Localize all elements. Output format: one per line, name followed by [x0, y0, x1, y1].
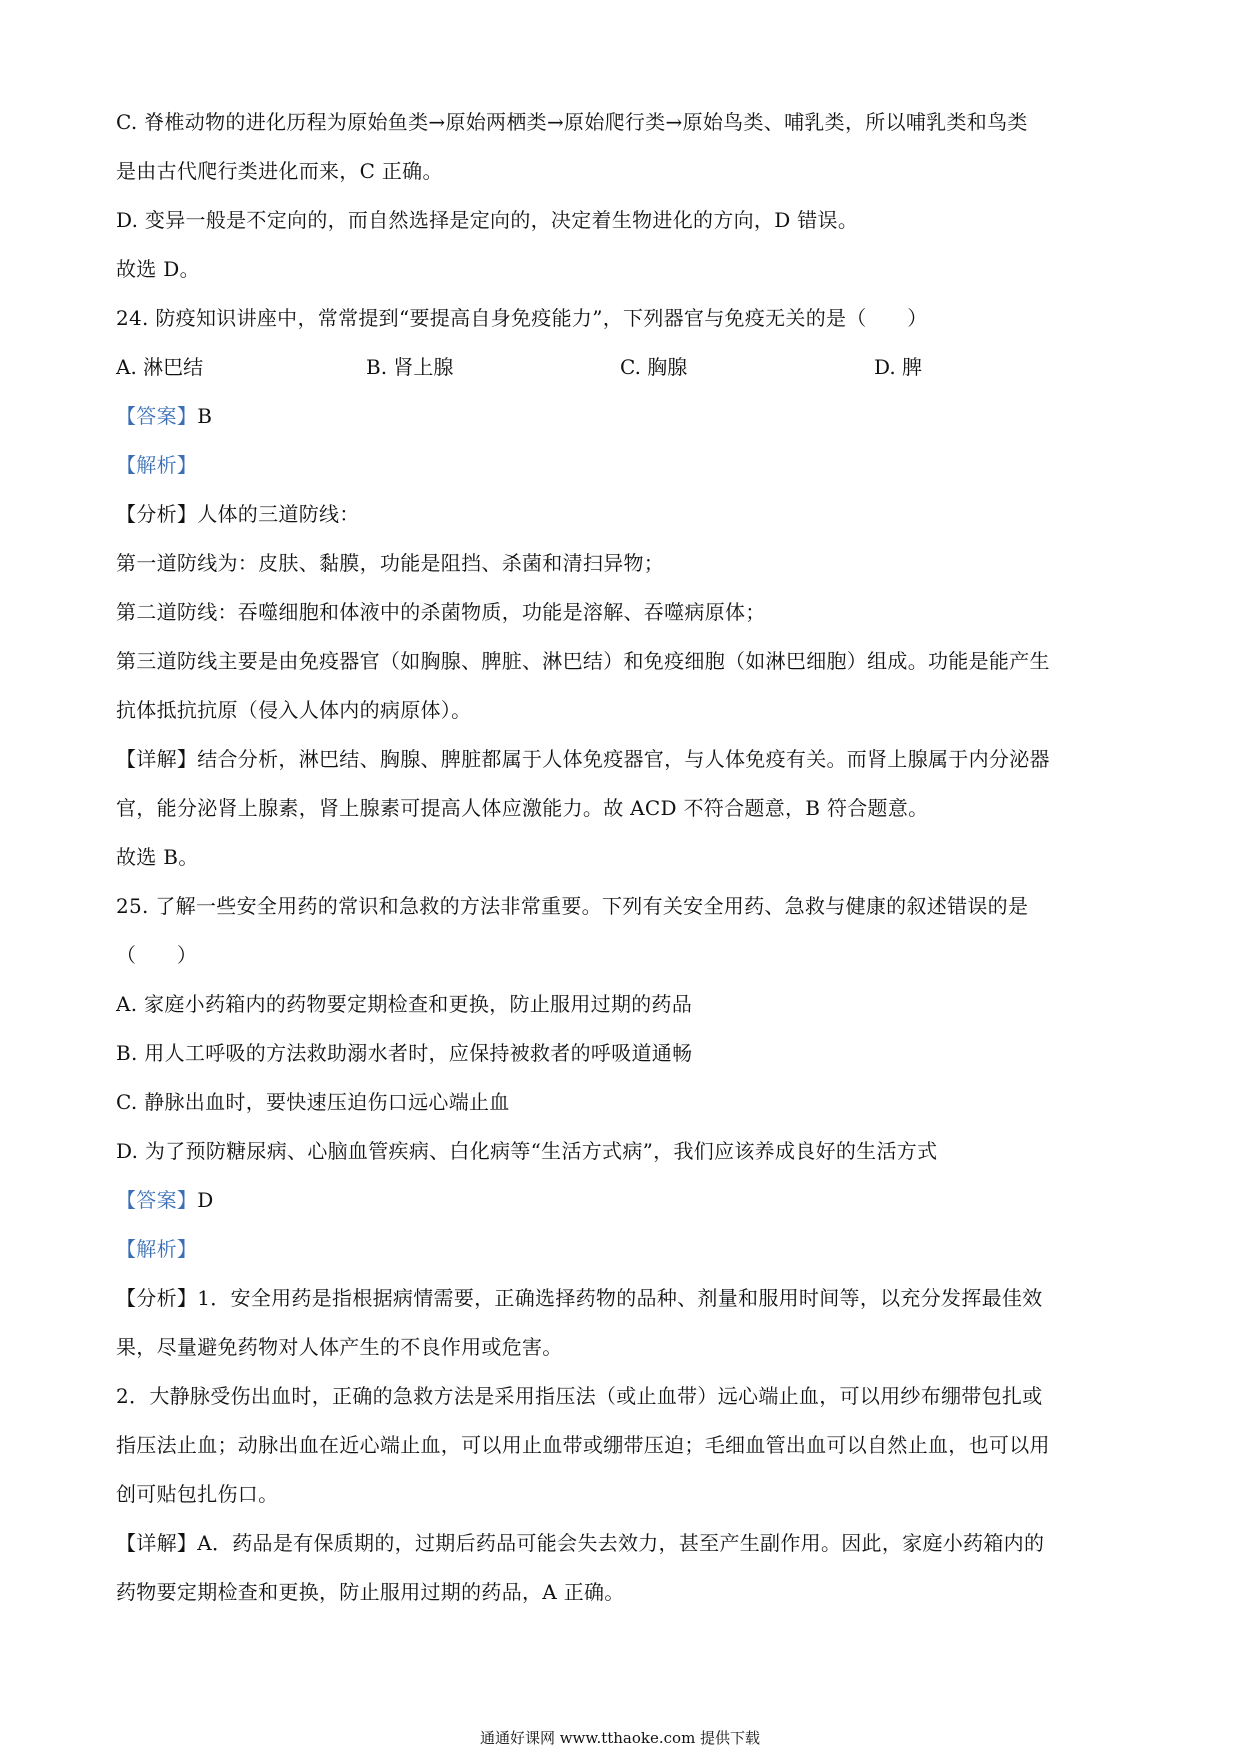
analysis-line: 【详解】结合分析，淋巴结、胸腺、脾脏都属于人体免疫器官，与人体免疫有关。而肾上腺属于内分泌器 — [116, 747, 1050, 771]
answer-value: D — [197, 1188, 214, 1212]
analysis-line: 药物要定期检查和更换，防止服用过期的药品，A 正确。 — [116, 1580, 625, 1604]
question-25-stem: （ ） — [116, 943, 198, 967]
analysis-line: 2．大静脉受伤出血时，正确的急救方法是采用指压法（或止血带）远心端止血，可以用纱布绷带包扎或 — [116, 1384, 1043, 1408]
q25-answer — [116, 1184, 214, 1213]
analysis-line: 创可贴包扎伤口。 — [116, 1482, 279, 1506]
text-line: C. 脊椎动物的进化历程为原始鱼类→原始两栖类→原始爬行类→原始鸟类、哺乳类，所以哺乳类和鸟类 — [116, 110, 1028, 134]
analysis-line: 【分析】人体的三道防线： — [116, 502, 360, 526]
answer-value: B — [197, 404, 213, 428]
q24-option-c: C. 胸腺 — [620, 355, 688, 379]
q24-analysis-tag: 【解析】 — [116, 453, 198, 477]
answer-tag: 【答案】 — [116, 404, 198, 428]
q24-option-a: A. 淋巴结 — [116, 355, 204, 379]
page-footer: 通通好课网 www.tthaoke.com 提供下载 — [479, 1729, 761, 1747]
q24-option-b: B. 肾上腺 — [366, 355, 454, 379]
analysis-line: 第三道防线主要是由免疫器官（如胸腺、脾脏、淋巴结）和免疫细胞（如淋巴细胞）组成。功能是能产生 — [116, 649, 1050, 673]
answer-tag: 【答案】 — [116, 1188, 198, 1212]
analysis-line: 第二道防线：吞噬细胞和体液中的杀菌物质，功能是溶解、吞噬病原体； — [116, 600, 766, 624]
q25-analysis-tag: 【解析】 — [116, 1237, 198, 1261]
q24-answer — [116, 400, 212, 429]
analysis-line: 官，能分泌肾上腺素，肾上腺素可提高人体应激能力。故 ACD 不符合题意，B 符合题意。 — [116, 796, 929, 820]
analysis-line: 【详解】A．药品是有保质期的，过期后药品可能会失去效力，甚至产生副作用。因此，家庭小药箱内的 — [116, 1531, 1045, 1555]
q25-option-b: B. 用人工呼吸的方法救助溺水者时，应保持被救者的呼吸道通畅 — [116, 1041, 693, 1065]
analysis-line: 果，尽量避免药物对人体产生的不良作用或危害。 — [116, 1335, 563, 1359]
text-line: 是由古代爬行类进化而来，C 正确。 — [116, 159, 443, 183]
analysis-line: 抗体抵抗抗原（侵入人体内的病原体）。 — [116, 698, 472, 722]
q25-option-c: C. 静脉出血时，要快速压迫伤口远心端止血 — [116, 1090, 510, 1114]
analysis-line: 指压法止血；动脉出血在近心端止血，可以用止血带或绷带压迫；毛细血管出血可以自然止血，也可以用 — [116, 1433, 1050, 1457]
q25-option-d: D. 为了预防糖尿病、心脑血管疾病、白化病等“生活方式病”，我们应该养成良好的生活方式 — [116, 1139, 938, 1163]
question-24-stem: 24. 防疫知识讲座中，常常提到“要提高自身免疫能力”，下列器官与免疫无关的是（ ） — [116, 306, 928, 330]
analysis-line: 故选 B。 — [116, 845, 199, 869]
text-line: 故选 D。 — [116, 257, 200, 281]
text-line: D. 变异一般是不定向的，而自然选择是定向的，决定着生物进化的方向，D 错误。 — [116, 208, 859, 232]
question-25-stem: 25. 了解一些安全用药的常识和急救的方法非常重要。下列有关安全用药、急救与健康的叙述错误的是 — [116, 894, 1029, 918]
analysis-line: 第一道防线为：皮肤、黏膜，功能是阻挡、杀菌和清扫异物； — [116, 551, 665, 575]
q24-option-d: D. 脾 — [874, 355, 923, 379]
q25-option-a: A. 家庭小药箱内的药物要定期检查和更换，防止服用过期的药品 — [116, 992, 693, 1016]
analysis-line: 【分析】1．安全用药是指根据病情需要，正确选择药物的品种、剂量和服用时间等，以充分发挥最佳效 — [116, 1286, 1043, 1310]
